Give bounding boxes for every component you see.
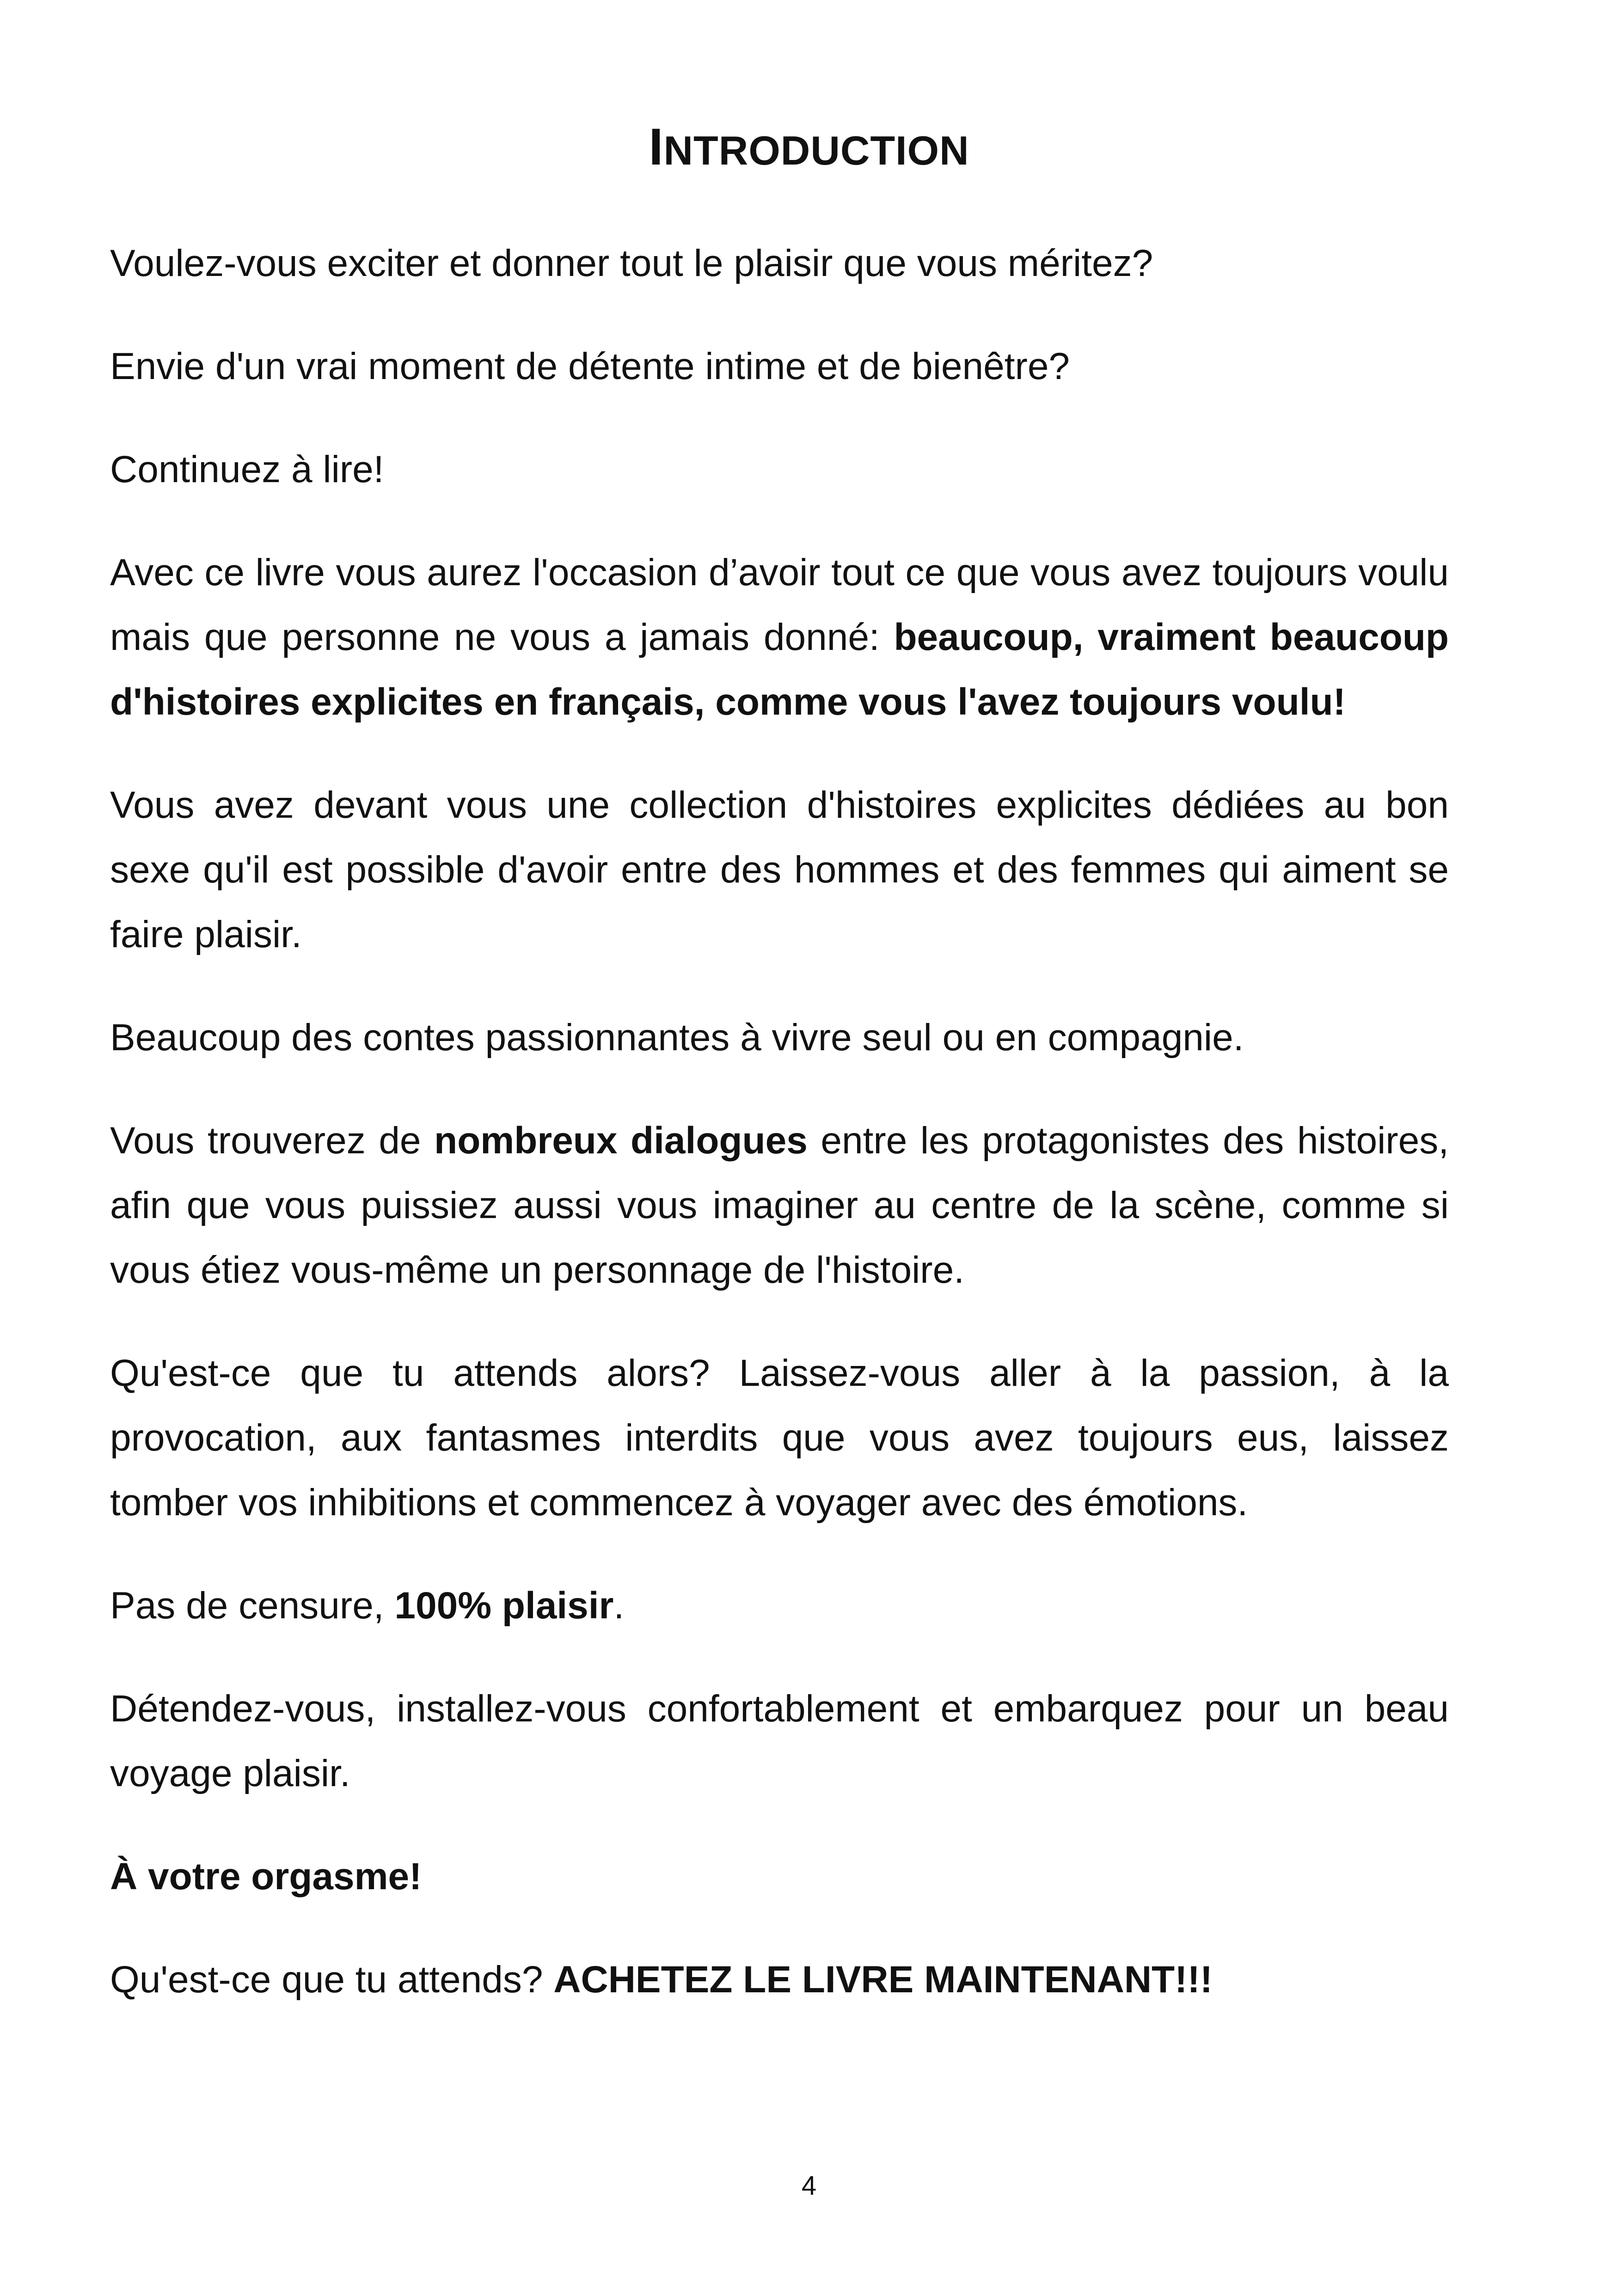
paragraph-3: Continuez à lire!: [110, 448, 384, 490]
paragraph-7-bold: nombreux dialogues: [434, 1120, 808, 1162]
body-text: [110, 231, 1449, 2051]
paragraph-7-before: Vous trouverez de: [110, 1120, 435, 1162]
paragraph-10: Détendez-vous, installez-vous confortablement et embarquez pour un beau voyage plaisir.: [110, 1688, 1449, 1794]
chapter-title: [0, 118, 1618, 176]
chapter-title-initial: I: [649, 118, 664, 176]
paragraph-2: Envie d'un vrai moment de détente intime et de bienêtre?: [110, 345, 1070, 387]
page-number: 4: [801, 2171, 817, 2201]
paragraph-4-text: Avec ce livre vous aurez l'occasion d’avoir tout ce que vous avez toujours voulu mais que personne ne vous a jamais donné:: [110, 551, 1449, 658]
paragraph-9: [110, 1574, 1449, 1638]
paragraph-11: [110, 1844, 1449, 1909]
paragraph-9-bold: 100% plaisir: [394, 1585, 614, 1627]
paragraph-7-after: entre les protagonistes des histoires, afin que vous puissiez aussi vous imaginer au centre de la scène, comme si vous étiez vous-même un personnage de l'histoire.: [110, 1120, 1449, 1291]
paragraph-1: Voulez-vous exciter et donner tout le plaisir que vous méritez?: [110, 242, 1153, 284]
paragraph-9-before: Pas de censure,: [110, 1585, 395, 1627]
paragraph-11-bold: À votre orgasme!: [110, 1855, 422, 1898]
paragraph-5: Vous avez devant vous une collection d'histoires explicites dédiées au bon sexe qu'il est possible d'avoir entre des hommes et des femmes qui aiment se faire plaisir.: [110, 784, 1449, 955]
paragraph-12-bold: ACHETEZ LE LIVRE MAINTENANT!!!: [553, 1959, 1213, 2001]
paragraph-4-bold: beaucoup, vraiment beaucoup d'histoires explicites en français, comme vous l'avez toujours voulu!: [110, 616, 1449, 723]
paragraph-8: Qu'est-ce que tu attends alors? Laissez-vous aller à la passion, à la provocation, aux fantasmes interdits que vous avez toujours eus, laissez tomber vos inhibitions et commencez à voyager avec des émotions.: [110, 1352, 1449, 1524]
paragraph-7: [110, 1108, 1449, 1303]
paragraph-12-before: Qu'est-ce que tu attends?: [110, 1959, 554, 2001]
chapter-title-rest: NTRODUCTION: [663, 128, 969, 173]
paragraph-4: [110, 540, 1449, 735]
paragraph-9-after: .: [613, 1585, 625, 1627]
paragraph-12: [110, 1947, 1449, 2012]
paragraph-6: Beaucoup des contes passionnantes à vivre seul ou en compagnie.: [110, 1016, 1244, 1059]
